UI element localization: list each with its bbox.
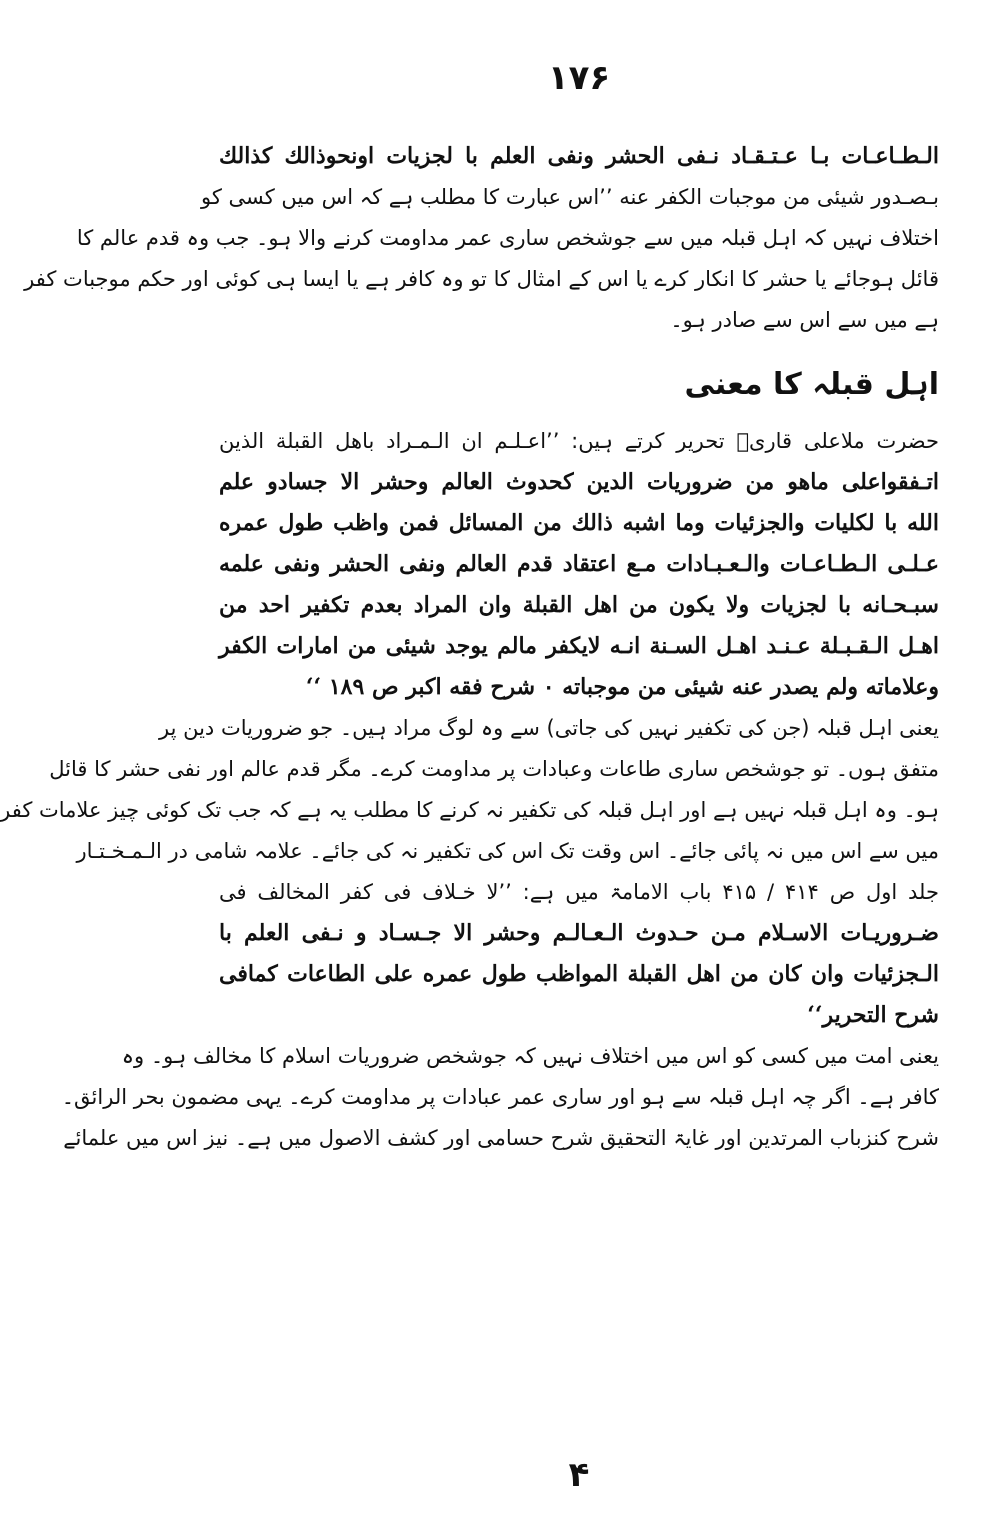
- text-line: الـطـاعـات بـا عـتـقـاد نـفى الحشر ونفى العلم با لجزيات اونحوذالك كذالك: [219, 143, 939, 169]
- page-number: ۱۷۶: [547, 58, 611, 98]
- paragraph-4: [219, 913, 939, 1036]
- text-line: ضـروريـات الاسـلام مـن حـدوث الـعـالـم وحشر الا جـسـاد و نـفى العلم با: [219, 920, 939, 946]
- text-line: شرح التحرير‘‘: [807, 1002, 939, 1028]
- text-line: وعلاماته ولم يصدر عنه شيئى من موجباته ۰ شرح فقه اكبر ص ۱۸۹ ‘‘: [305, 674, 939, 700]
- paragraph-5: [61, 1036, 939, 1159]
- text-line: یعنی امت میں کسی کو اس میں اختلاف نہیں کہ جوشخص ضروریات اسلام کا مخالف ہو۔ وہ: [121, 1044, 939, 1068]
- text-line: کافر ہے۔ اگر چہ اہل قبلہ سے ہو اور ساری عمر عبادات پر مداومت کرے۔ یہی مضمون بحر الرائق۔: [61, 1085, 939, 1109]
- text-line: حضرت ملاعلی قاریؒ تحریر کرتے ہیں: ’’اعـلـم ان الـمـراد باهل القبلة الذين: [219, 429, 939, 453]
- text-line: قائل ہوجائے یا حشر کا انکار کرے یا اس کے امثال کا تو وہ کافر ہے یا ایسا ہی کوئی اور حکم موجبات کفر: [24, 267, 939, 291]
- text-line: ہے میں سے اس سے صادر ہو۔: [670, 308, 939, 332]
- footer-number: ۴: [568, 1455, 590, 1495]
- body-text: [0, 136, 939, 1159]
- text-line: الـجزئيات وان كان من اهل القبلة المواظب طول عمره على الطاعات كمافى: [219, 961, 939, 987]
- text-line: یعنی اہل قبلہ (جن کی تکفیر نہیں کی جاتی) سے وہ لوگ مراد ہیں۔ جو ضروریات دین پر: [158, 716, 939, 740]
- text-line: عـلـى الـطـاعـات والـعـبـادات مـع اعتقاد قدم العالم ونفى الحشر ونفى علمه: [219, 551, 939, 577]
- text-line: میں سے اس میں نہ پائی جائے۔ اس وقت تک اس کی تکفیر نہ کی جائے۔ علامہ شامی در الـمـخـتـار: [76, 839, 939, 863]
- paragraph-1: [24, 136, 939, 341]
- text-line: ہو۔ وہ اہل قبلہ نہیں ہے اور اہل قبلہ کی تکفیر نہ کرنے کا مطلب یہ ہے کہ جب تک کوئی چیز علامات کفر: [0, 798, 939, 822]
- text-line: جلد اول ص ۴۱۴ / ۴۱۵ باب الامامۃ میں ہے: ’’لا خـلاف فى كفر المخالف فى: [219, 880, 939, 904]
- text-line: اتـفقواعلى ماهو من ضروريات الدين كحدوث العالم وحشر الا جسادو علم: [219, 469, 939, 495]
- text-line: شرح کنزباب المرتدین اور غایۃ التحقیق شرح حسامی اور کشف الاصول میں ہے۔ نیز اس میں علمائے: [63, 1126, 939, 1150]
- section-heading: اہل قبلہ کا معنی: [684, 367, 939, 402]
- text-line: متفق ہوں۔ تو جوشخص ساری طاعات وعبادات پر مداومت کرے۔ مگر قدم عالم اور نفی حشر کا قائل: [49, 757, 939, 781]
- paragraph-2: [219, 421, 939, 708]
- paragraph-3: [0, 708, 939, 913]
- text-line: سبـحـانه با لجزيات ولا يكون من اهل القبلة وان المراد بعدم تكفير احد من: [219, 592, 939, 618]
- text-line: اهـل الـقـبـلة عـنـد اهـل السـنة انـه لايكفر مالم يوجد شيئى من امارات الكفر: [219, 633, 939, 659]
- text-line: بـصـدور شيئى من موجبات الكفر عنه ’’اس عبارت کا مطلب ہے کہ اس میں کسی کو: [200, 185, 939, 209]
- text-line: اختلاف نہیں کہ اہل قبلہ میں سے جوشخص ساری عمر مداومت کرنے والا ہو۔ جب وہ قدم عالم کا: [76, 226, 939, 250]
- text-line: الله با لكليات والجزئيات وما اشبه ذالك من المسائل فمن واظب طول عمره: [219, 510, 939, 536]
